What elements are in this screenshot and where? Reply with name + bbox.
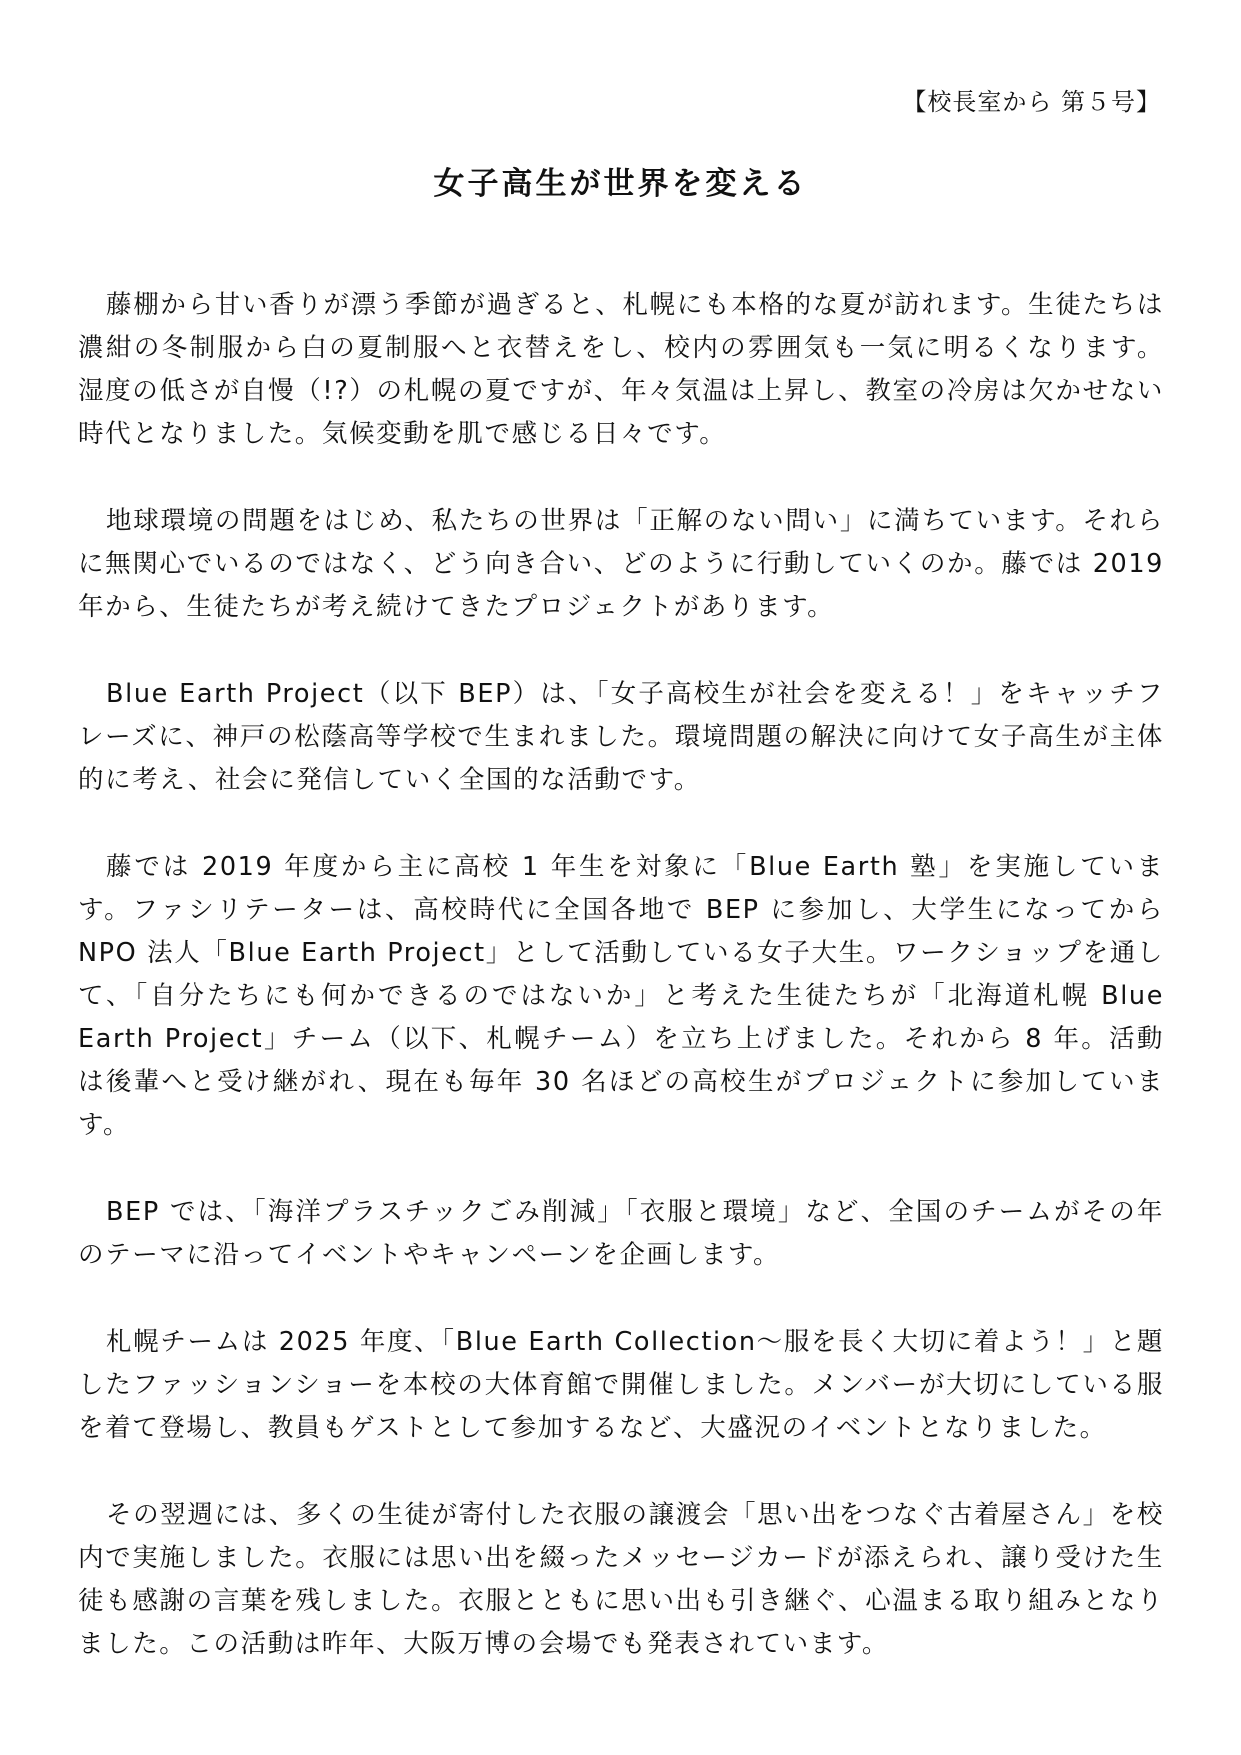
paragraph-3: Blue Earth Project（以下 BEP）は、「女子高校生が社会を変える！」をキャッチフレーズに、神戸の松蔭高等学校で生まれました。環境問題の解決に向けて女子高生が主体的に考え、社会に発信していく全国的な活動です。	[78, 679, 1164, 795]
paragraph-1: 藤棚から甘い香りが漂う季節が過ぎると、札幌にも本格的な夏が訪れます。生徒たちは濃紺の冬制服から白の夏制服へと衣替えをし、校内の雰囲気も一気に明るくなります。 湿度の低さが自慢（!?）の札幌の夏ですが、年々気温は上昇し、教室の冷房は欠かせない時代となりました。気候変動を肌で感じる日々です。	[78, 290, 1164, 449]
paragraph-4: 藤では 2019 年度から主に高校 1 年生を対象に「Blue Earth 塾」を実施しています。ファシリテーターは、高校時代に全国各地で BEP に参加し、大学生になってから NPO 法人「Blue Earth Project」として活動している女子大生。ワークショップを通して、「自分たちにも何かできるのではないか」と考えた生徒たちが「北海道札幌 Blue Earth Project」チーム（以下、札幌チーム）を立ち上げました。それから 8 年。活動は後輩へと受け継がれ、現在も毎年 30 名ほどの高校生がプロジェクトに参加しています。	[78, 852, 1164, 1140]
issue-label: 【校長室から 第５号】	[902, 88, 1161, 116]
paragraph-6: 札幌チームは 2025 年度、「Blue Earth Collection～服を長く大切に着よう！」と題したファッションショーを本校の大体育館で開催しました。メンバーが大切にしている服を着て登場し、教員もゲストとして参加するなど、大盛況のイベントとなりました。	[78, 1327, 1164, 1443]
paragraph-5: BEP では、「海洋プラスチックごみ削減」「衣服と環境」など、全国のチームがその年のテーマに沿ってイベントやキャンペーンを企画します。	[78, 1197, 1164, 1270]
paragraph-7: その翌週には、多くの生徒が寄付した衣服の譲渡会「思い出をつなぐ古着屋さん」を校内で実施しました。衣服には思い出を綴ったメッセージカードが添えられ、譲り受けた生徒も感謝の言葉を残しました。衣服とともに思い出も引き継ぐ、心温まる取り組みとなりました。この活動は昨年、大阪万博の会場でも発表されています。	[78, 1500, 1164, 1659]
page-title: 女子高生が世界を変える	[433, 166, 808, 202]
article-body	[78, 284, 1164, 1710]
paragraph-2: 地球環境の問題をはじめ、私たちの世界は「正解のない問い」に満ちています。それらに無関心でいるのではなく、どう向き合い、どのように行動していくのか。藤では 2019 年から、生徒たちが考え続けてきたプロジェクトがあります。	[78, 506, 1164, 622]
